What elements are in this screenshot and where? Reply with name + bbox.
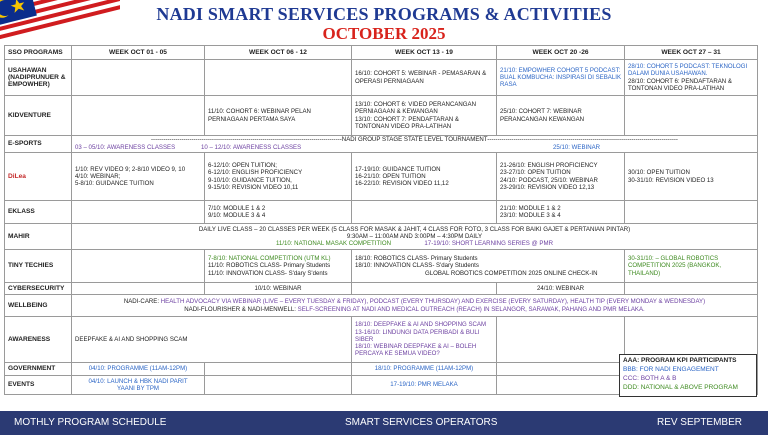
cell-text xyxy=(205,153,352,201)
cell-text xyxy=(205,250,352,283)
cell-line: 17-19/10: GUIDANCE TUITION xyxy=(355,165,441,173)
cell-text: 25/10: COHORT 7: WEBINAR PERANCANGAN KEWANGAN xyxy=(497,96,625,136)
cell-line: 16-21/10: OPEN TUITION xyxy=(355,172,426,180)
column-header: WEEK OCT 01 - 05 xyxy=(72,46,205,60)
cell-text xyxy=(352,317,497,363)
wellbeing-prefix: NADI-FLOURISHER & NADI-MENWELL: xyxy=(184,305,298,313)
cell-text xyxy=(497,201,625,224)
cell-empty xyxy=(72,283,205,295)
cell-line: 23-27/10: OPEN TUITION xyxy=(500,169,571,177)
cell-mahir xyxy=(72,224,758,250)
cell-text: 11/10: COHORT 6: WEBINAR PELAN PERNIAGAAN PERTAMA SAYA xyxy=(205,96,352,136)
cell-line: 28/10: COHORT 6: PENDAFTARAN & TONTONAN VIDEO PRA-LATIHAN xyxy=(628,77,732,92)
esports-w1: 03 – 05/10: AWARENESS CLASSES xyxy=(75,143,176,151)
cell-line: 6-12/10: OPEN TUITION; xyxy=(208,161,277,169)
row-label: EKLASS xyxy=(5,201,72,224)
cell-esports xyxy=(72,136,758,153)
cell-text xyxy=(352,153,497,201)
table-row-tiny-techies xyxy=(5,250,758,283)
kpi-ddd: DDD: NATIONAL & ABOVE PROGRAM xyxy=(623,384,738,391)
cell-text xyxy=(625,60,758,96)
cell-line xyxy=(75,298,754,305)
cell-line: 21/10: MODULE 1 & 2 xyxy=(500,204,561,212)
cell-empty xyxy=(72,60,205,96)
cell-line: 04/10: LAUNCH & HBK NADI PARIT xyxy=(88,377,188,385)
row-label: DiLea xyxy=(5,153,72,201)
table-row-eklass xyxy=(5,201,758,224)
cell-line: 18/10: INNOVATION CLASS- S'dary Students xyxy=(355,262,479,270)
cell-empty xyxy=(352,201,497,224)
cell-empty xyxy=(205,363,352,376)
row-label: E-SPORTS xyxy=(5,136,72,153)
cell-text xyxy=(72,153,205,201)
cell-line: 21-26/10: ENGLISH PROFICIENCY xyxy=(500,161,598,169)
page-title: NADI SMART SERVICES PROGRAMS & ACTIVITIES xyxy=(156,4,612,24)
cell-line: 9-15/10: REVISION VIDEO 10,11 xyxy=(208,183,299,191)
cell-text: 16/10: COHORT 5: WEBINAR - PEMASARAN & OPERASI PERNIAGAAN xyxy=(352,60,497,96)
mahir-short-learning: 17-19/10: SHORT LEARNING SERIES @ PMR xyxy=(424,240,553,248)
esports-w4: 25/10: WEBINAR xyxy=(553,143,601,151)
footer-left: MOTHLY PROGRAM SCHEDULE xyxy=(14,417,167,428)
cell-empty xyxy=(72,96,205,136)
cell-text: DEEPFAKE & AI AND SHOPPING SCAM xyxy=(72,317,352,363)
table-row-esports xyxy=(5,136,758,153)
kpi-ccc: CCC: BOTH A & B xyxy=(623,375,677,382)
cell-text: 24/10: WEBINAR xyxy=(497,283,625,295)
cell-line: 13-16/10: LINDUNGI DATA PERIBADI & BULI SIBER xyxy=(355,328,480,343)
cell-line: 16-22/10: REVISION VIDEO 11,12 xyxy=(355,180,449,188)
cell-text: 18/10: PROGRAMME (11AM-12PM) xyxy=(352,363,497,376)
esports-tournament: NADI GROUP STAGE STATE LEVEL TOURNAMENT xyxy=(341,136,488,144)
row-label: MAHIR xyxy=(5,224,72,250)
cell-text: 10/10: WEBINAR xyxy=(205,283,352,295)
cell-line: 9/10: MODULE 3 & 4 xyxy=(208,212,266,219)
cell-text xyxy=(497,153,625,201)
footer-center: SMART SERVICES OPERATORS xyxy=(345,417,498,428)
cell-line: 13/10: COHORT 7: PENDAFTARAN & TONTONAN VIDEO PRA-LATIHAN xyxy=(355,115,459,130)
column-header: WEEK OCT 06 - 12 xyxy=(205,46,352,60)
kpi-bbb: BBB: FOR NADI ENGAGEMENT xyxy=(623,366,719,373)
table-row-mahir xyxy=(5,224,758,250)
cell-empty xyxy=(625,283,758,295)
cell-line: 30-31/10: REVISION VIDEO 13 xyxy=(628,176,714,184)
cell-line: 18/10: ROBOTICS CLASS- Primary Students xyxy=(355,255,478,263)
row-label: USAHAWAN (NADIPRUNUER & EMPOWHER) xyxy=(5,60,72,96)
cell-line: 1/10: REV VIDEO 9; 2-8/10 VIDEO 9, 10 xyxy=(75,165,186,173)
wellbeing-text: SELF-SCREENING AT NADI AND MEDICAL OUTREACH (REACH) IN SELANGOR, SARAWAK, PAHANG AND PMR MELAKA. xyxy=(297,305,645,313)
cell-line: 9-10/10: GUIDANCE TUITION, xyxy=(208,176,292,184)
cell-empty xyxy=(497,317,625,363)
kpi-legend xyxy=(619,354,757,397)
row-label: WELLBEING xyxy=(5,295,72,317)
cell-text: 21/10: EMPOWHER COHORT 5 PODCAST: BUAL KOMBUCHA: INSPIRASI DI SEBALIK RASA xyxy=(497,60,625,96)
esports-w2: 10 – 12/10: AWARENESS CLASSES xyxy=(201,143,302,151)
kpi-aaa: AAA: PROGRAM KPI PARTICIPANTS xyxy=(623,357,737,364)
cell-text xyxy=(205,201,352,224)
cell-text xyxy=(352,96,497,136)
cell-text xyxy=(625,153,758,201)
row-label: TINY TECHIES xyxy=(5,250,72,283)
page-header xyxy=(0,0,768,44)
column-header: WEEK OCT 13 - 19 xyxy=(352,46,497,60)
cell-line: 11/10: INNOVATION CLASS- S'dary S'dents xyxy=(208,269,328,277)
schedule-table xyxy=(4,45,758,395)
row-label: GOVERNMENT xyxy=(5,363,72,376)
cell-line: 23-29/10: REVISION VIDEO 12,13 xyxy=(500,183,595,191)
cell-empty xyxy=(625,96,758,136)
cell-wellbeing xyxy=(72,295,758,317)
cell-empty xyxy=(352,283,497,295)
cell-text: 04/10: PROGRAMME (11AM-12PM) xyxy=(72,363,205,376)
cell-line xyxy=(75,306,754,313)
cell-line: 18/10: DEEPFAKE & AI AND SHOPPING SCAM xyxy=(355,321,487,329)
table-row-wellbeing xyxy=(5,295,758,317)
wellbeing-prefix: NADI-CARE: xyxy=(123,298,161,306)
cell-line: 7-8/10: NATIONAL COMPETITION (UTM KL) xyxy=(208,255,331,263)
cell-line: DAILY LIVE CLASS – 20 CLASSES PER WEEK (5 CLASS FOR MASAK & JAHIT, 4 CLASS FOR FOTO, 3 CLASS FOR BAIKI GAJET & PERTANIAN PINTAR) xyxy=(198,225,631,233)
cell-text: 30-31/10: – GLOBAL ROBOTICS COMPETITION 2025 (BANGKOK, THAILAND) xyxy=(625,250,758,283)
row-label: AWARENESS xyxy=(5,317,72,363)
page-footer xyxy=(0,411,768,435)
cell-line xyxy=(75,240,754,247)
table-row-cybersecurity xyxy=(5,283,758,295)
column-header: SSO PROGRAMS xyxy=(5,46,72,60)
mahir-competition: 11/10: NATIONAL MASAK COMPETITION xyxy=(276,240,392,248)
cell-empty xyxy=(72,201,205,224)
cell-empty xyxy=(497,363,625,376)
table-row-kidventure xyxy=(5,96,758,136)
cell-text: 17-19/10: PMR MELAKA xyxy=(352,376,497,395)
cell-line: GLOBAL ROBOTICS COMPETITION 2025 ONLINE CHECK-IN xyxy=(425,269,598,277)
cell-line: 28/10: COHORT 5 PODCAST: TEKNOLOGI DALAM DUNIA USAHAWAN. xyxy=(628,62,748,78)
cell-empty xyxy=(205,60,352,96)
footer-right: REV SEPTEMBER xyxy=(656,417,742,428)
cell-line: 5-8/10: GUIDANCE TUITION xyxy=(75,180,154,188)
cell-empty xyxy=(72,250,205,283)
cell-line: 6-12/10: ENGLISH PROFICIENCY xyxy=(208,169,303,177)
cell-line: 30/10: OPEN TUITION xyxy=(628,169,690,177)
cell-line: 7/10: MODULE 1 & 2 xyxy=(208,204,266,212)
cell-text xyxy=(352,250,625,283)
cell-line: 24/10: PODCAST, 25/10: WEBINAR xyxy=(500,176,598,184)
cell-line: 4/10: WEBINAR; xyxy=(75,172,121,180)
row-label: KIDVENTURE xyxy=(5,96,72,136)
row-label: CYBERSECURITY xyxy=(5,283,72,295)
cell-line xyxy=(75,144,754,152)
row-label: EVENTS xyxy=(5,376,72,395)
cell-line: 9:30AM – 11:00AM AND 3:00PM – 4:30PM DAILY xyxy=(346,232,483,240)
cell-line: 23/10: MODULE 3 & 4 xyxy=(500,212,561,219)
cell-line: 18/10: WEBINAR DEEPFAKE & AI – BOLEH PERCAYA KE SEMUA VIDEO? xyxy=(355,343,477,358)
cell-empty xyxy=(205,376,352,395)
table-row-dilea xyxy=(5,153,758,201)
page-subtitle: OCTOBER 2025 xyxy=(322,24,446,43)
column-header: WEEK OCT 20 -26 xyxy=(497,46,625,60)
wellbeing-text: HEALTH ADVOCACY VIA WEBINAR (LIVE – EVERY TUESDAY & FRIDAY), PODCAST (EVERY THURSDAY) AND EXERCISE (EVERY SATURDAY), HEALTH TIP (EVERY MONDAY & WEDNESDAY) xyxy=(160,298,706,306)
cell-line: YAANI BY TPM xyxy=(117,385,159,392)
cell-empty xyxy=(625,201,758,224)
table-row-usahawan xyxy=(5,60,758,96)
cell-line: 13/10: COHORT 6: VIDEO PERANCANGAN PERNIAGAAN & KEWANGAN xyxy=(355,100,477,116)
column-header: WEEK OCT 27 – 31 xyxy=(625,46,758,60)
cell-line: ----------------------------------------------------------------------------------------------NADI GROUP STAGE STATE LEVEL TOURNAMENT---------------------------------------------------------------------------------------------- xyxy=(151,136,678,144)
cell-empty xyxy=(497,376,625,395)
table-header-row xyxy=(5,46,758,60)
cell-text xyxy=(72,376,205,395)
cell-line: 11/10: ROBOTICS CLASS- Primary Students xyxy=(208,262,331,270)
